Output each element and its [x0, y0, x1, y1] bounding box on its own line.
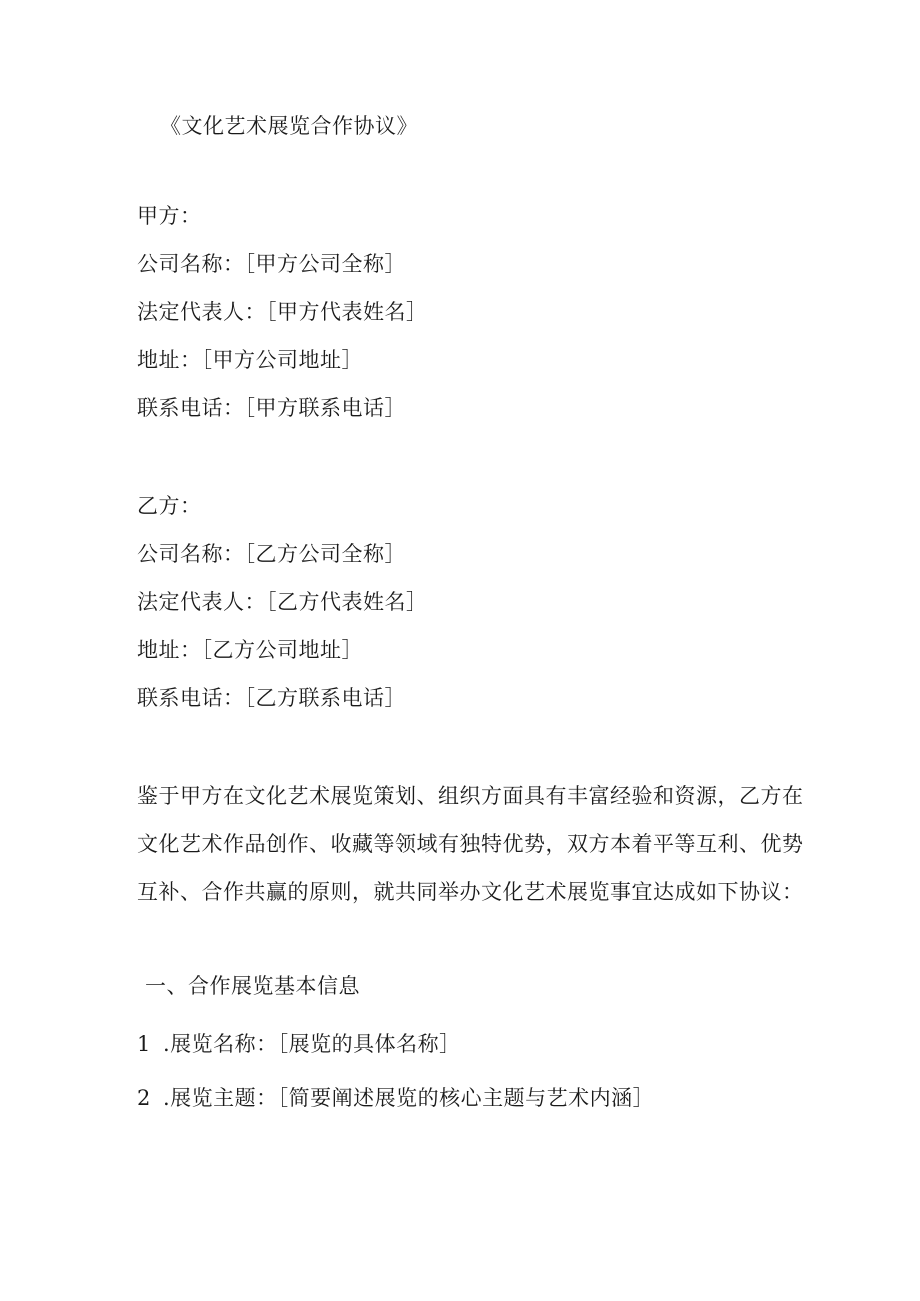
party-a-address: 地址：［甲方公司地址］	[137, 348, 363, 372]
list-item	[137, 1030, 461, 1058]
preamble-line: 互补、合作共赢的原则，就共同举办文化艺术展览事宜达成如下协议：	[137, 880, 804, 904]
party-a-heading: 甲方：	[137, 204, 202, 228]
party-b-representative: 法定代表人：［乙方代表姓名］	[137, 590, 428, 614]
list-item-text: .展览名称：［展览的具体名称］	[163, 1032, 461, 1056]
list-item-number: 2	[137, 1086, 151, 1110]
preamble-line: 鉴于甲方在文化艺术展览策划、组织方面具有丰富经验和资源，乙方在	[137, 784, 804, 808]
party-b-phone: 联系电话：［乙方联系电话］	[137, 686, 406, 710]
section-heading: 一、合作展览基本信息	[145, 974, 360, 998]
party-a-company: 公司名称：［甲方公司全称］	[137, 252, 406, 276]
document-title: 《文化艺术展览合作协议》	[160, 114, 418, 138]
list-item-number: 1	[137, 1032, 151, 1056]
list-item	[137, 1084, 654, 1112]
list-item-text: .展览主题：［简要阐述展览的核心主题与艺术内涵］	[163, 1086, 655, 1110]
party-b-address: 地址：［乙方公司地址］	[137, 638, 363, 662]
party-a-phone: 联系电话：［甲方联系电话］	[137, 396, 406, 420]
party-b-company: 公司名称：［乙方公司全称］	[137, 542, 406, 566]
preamble-line: 文化艺术作品创作、收藏等领域有独特优势，双方本着平等互利、优势	[137, 832, 804, 856]
party-a-representative: 法定代表人：［甲方代表姓名］	[137, 300, 428, 324]
party-b-heading: 乙方：	[137, 494, 202, 518]
